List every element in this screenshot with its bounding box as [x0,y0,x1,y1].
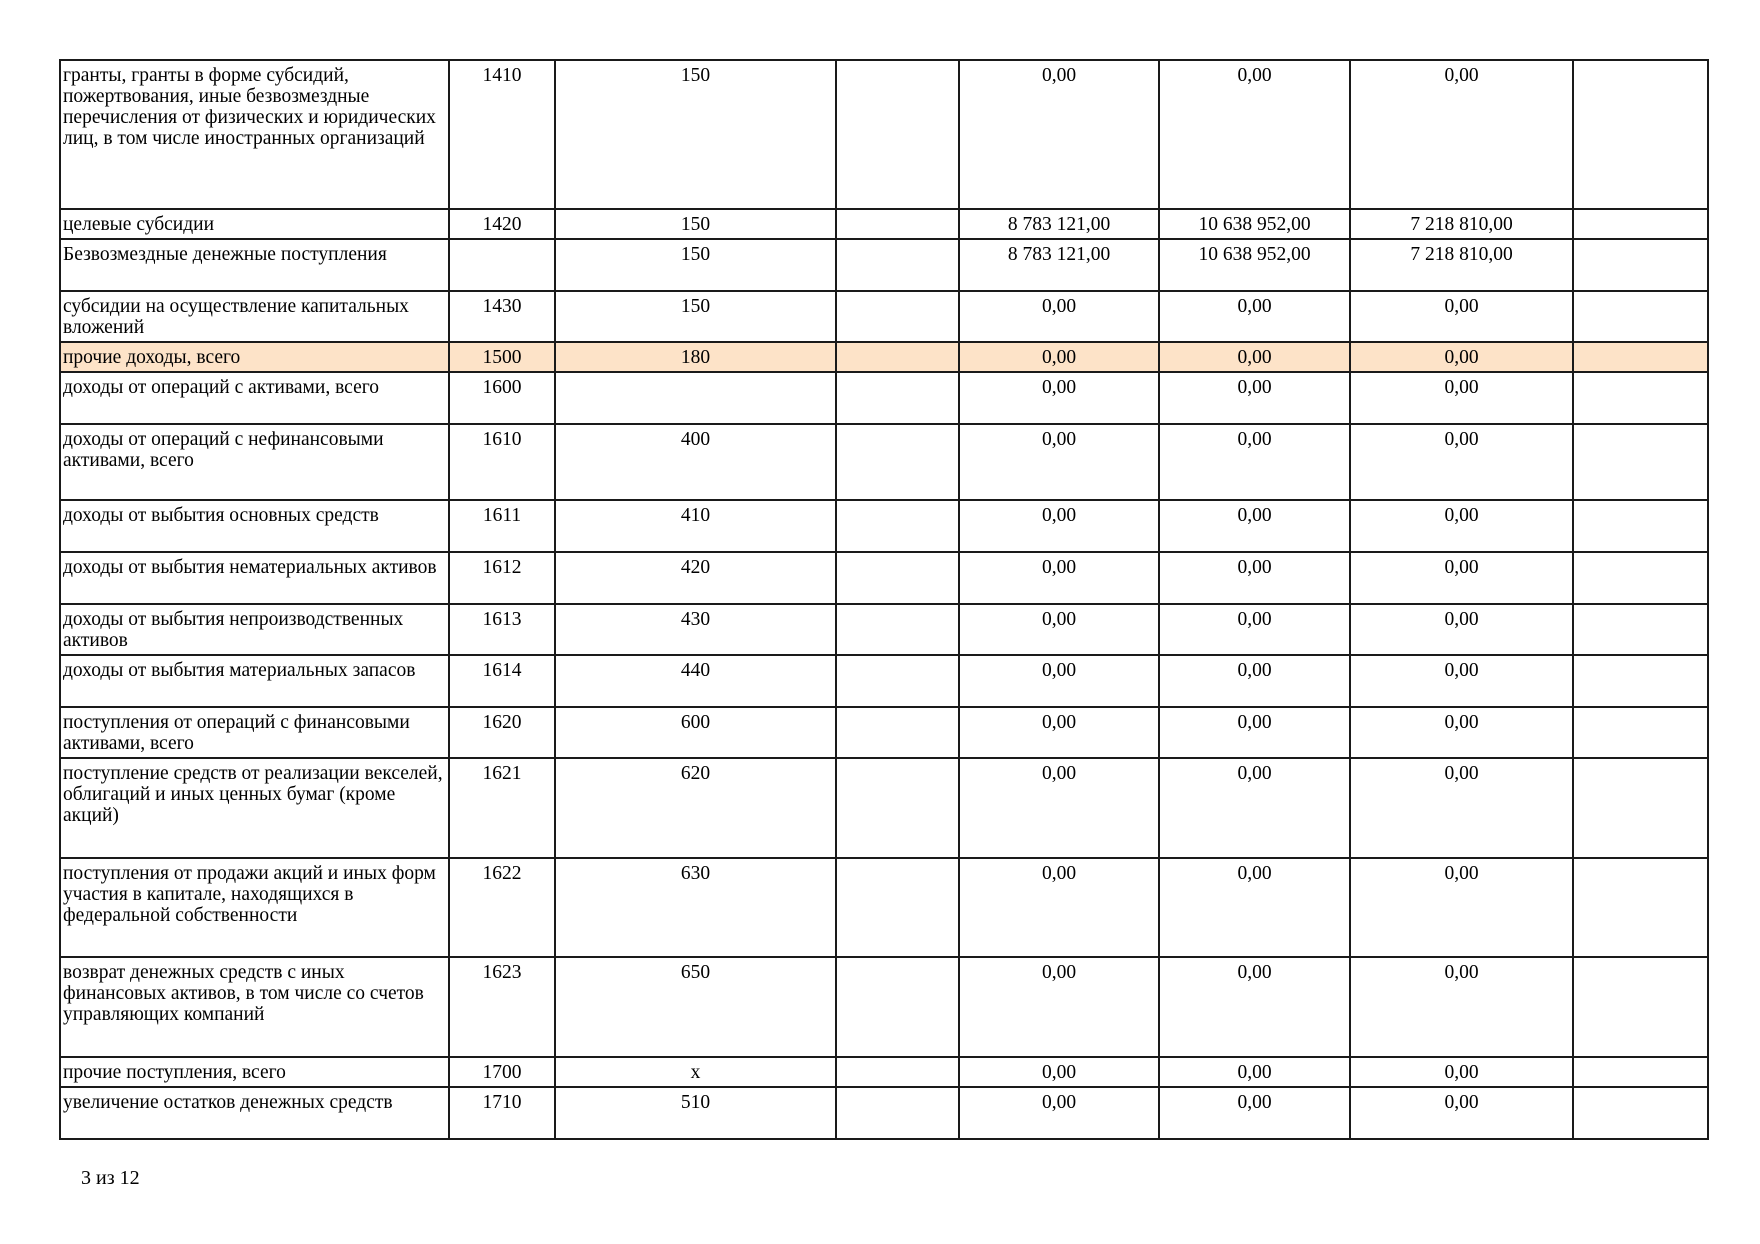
row-col4 [836,707,959,758]
row-kbk: 410 [555,500,836,552]
row-code: 1700 [449,1057,555,1087]
row-col4 [836,500,959,552]
row-value-3: 0,00 [1350,60,1573,209]
row-value-2: 0,00 [1159,424,1350,500]
row-value-3: 0,00 [1350,655,1573,707]
row-col8 [1573,758,1708,858]
row-col8 [1573,1057,1708,1087]
row-kbk: 630 [555,858,836,957]
table-row [60,858,1708,957]
row-value-2: 0,00 [1159,552,1350,604]
row-value-3: 7 218 810,00 [1350,239,1573,291]
row-value-2: 0,00 [1159,758,1350,858]
row-value-1: 0,00 [959,707,1159,758]
row-kbk [555,372,836,424]
row-col4 [836,604,959,655]
row-value-3: 0,00 [1350,500,1573,552]
row-col4 [836,209,959,239]
row-col4 [836,552,959,604]
row-value-1: 8 783 121,00 [959,209,1159,239]
row-kbk: 650 [555,957,836,1057]
row-kbk: 440 [555,655,836,707]
row-value-3: 0,00 [1350,758,1573,858]
row-col8 [1573,239,1708,291]
row-kbk: 600 [555,707,836,758]
row-value-3: 0,00 [1350,342,1573,372]
row-value-1: 8 783 121,00 [959,239,1159,291]
row-code: 1613 [449,604,555,655]
row-value-1: 0,00 [959,655,1159,707]
income-table [59,59,1709,1140]
row-value-3: 0,00 [1350,957,1573,1057]
table-row [60,209,1708,239]
row-col8 [1573,957,1708,1057]
row-col4 [836,1087,959,1139]
row-value-1: 0,00 [959,604,1159,655]
table-row [60,239,1708,291]
row-col8 [1573,60,1708,209]
row-value-1: 0,00 [959,342,1159,372]
row-code: 1610 [449,424,555,500]
row-name: увеличение остатков денежных средств [60,1087,449,1139]
row-col8 [1573,858,1708,957]
row-name: доходы от выбытия непроизводственных активов [60,604,449,655]
row-col8 [1573,707,1708,758]
row-value-2: 0,00 [1159,342,1350,372]
row-value-3: 0,00 [1350,1087,1573,1139]
table-row [60,552,1708,604]
row-value-3: 7 218 810,00 [1350,209,1573,239]
row-value-3: 0,00 [1350,707,1573,758]
row-col4 [836,957,959,1057]
row-value-2: 10 638 952,00 [1159,209,1350,239]
row-name: поступления от продажи акций и иных форм участия в капитале, находящихся в федеральной собственности [60,858,449,957]
row-code [449,239,555,291]
row-kbk: 150 [555,209,836,239]
table-row [60,60,1708,209]
row-value-2: 10 638 952,00 [1159,239,1350,291]
row-code: 1614 [449,655,555,707]
row-col8 [1573,291,1708,342]
row-name: возврат денежных средств с иных финансовых активов, в том числе со счетов управляющих компаний [60,957,449,1057]
row-code: 1612 [449,552,555,604]
row-value-3: 0,00 [1350,1057,1573,1087]
table-row [60,1087,1708,1139]
row-name: доходы от выбытия нематериальных активов [60,552,449,604]
row-col8 [1573,424,1708,500]
row-name: Безвозмездные денежные поступления [60,239,449,291]
row-col8 [1573,604,1708,655]
row-name: доходы от выбытия материальных запасов [60,655,449,707]
row-value-1: 0,00 [959,1057,1159,1087]
table-row [60,1057,1708,1087]
row-kbk: 150 [555,239,836,291]
row-col8 [1573,500,1708,552]
row-value-2: 0,00 [1159,604,1350,655]
row-code: 1600 [449,372,555,424]
row-value-2: 0,00 [1159,60,1350,209]
row-col4 [836,239,959,291]
row-kbk: 180 [555,342,836,372]
row-value-1: 0,00 [959,1087,1159,1139]
row-code: 1622 [449,858,555,957]
row-kbk: 150 [555,60,836,209]
row-code: 1420 [449,209,555,239]
table-row [60,604,1708,655]
row-value-2: 0,00 [1159,291,1350,342]
row-value-1: 0,00 [959,372,1159,424]
row-name: доходы от операций с нефинансовыми активами, всего [60,424,449,500]
row-col4 [836,758,959,858]
table-row [60,291,1708,342]
row-kbk: 510 [555,1087,836,1139]
row-code: 1621 [449,758,555,858]
row-value-2: 0,00 [1159,1087,1350,1139]
row-value-2: 0,00 [1159,500,1350,552]
row-value-1: 0,00 [959,424,1159,500]
row-col4 [836,858,959,957]
row-value-1: 0,00 [959,291,1159,342]
row-col4 [836,655,959,707]
row-value-2: 0,00 [1159,858,1350,957]
row-kbk: 620 [555,758,836,858]
table-row [60,758,1708,858]
row-value-3: 0,00 [1350,424,1573,500]
row-name: целевые субсидии [60,209,449,239]
row-value-1: 0,00 [959,858,1159,957]
row-kbk: 150 [555,291,836,342]
row-col4 [836,342,959,372]
table-row [60,424,1708,500]
row-code: 1710 [449,1087,555,1139]
row-col8 [1573,655,1708,707]
row-value-2: 0,00 [1159,957,1350,1057]
row-kbk: x [555,1057,836,1087]
table-row [60,500,1708,552]
row-code: 1410 [449,60,555,209]
row-name: доходы от выбытия основных средств [60,500,449,552]
page-number: 3 из 12 [81,1167,140,1189]
row-name: субсидии на осуществление капитальных вложений [60,291,449,342]
row-kbk: 430 [555,604,836,655]
row-col8 [1573,1087,1708,1139]
row-value-1: 0,00 [959,500,1159,552]
row-col8 [1573,209,1708,239]
row-col8 [1573,342,1708,372]
row-col4 [836,372,959,424]
row-value-1: 0,00 [959,758,1159,858]
row-col4 [836,1057,959,1087]
row-name: гранты, гранты в форме субсидий, пожертвования, иные безвозмездные перечисления от физических и юридических лиц, в том числе иностранных организаций [60,60,449,209]
row-kbk: 400 [555,424,836,500]
row-col4 [836,424,959,500]
row-value-1: 0,00 [959,957,1159,1057]
row-value-3: 0,00 [1350,552,1573,604]
table-row-highlighted [60,342,1708,372]
row-code: 1620 [449,707,555,758]
table-row [60,655,1708,707]
row-name: прочие доходы, всего [60,342,449,372]
row-col4 [836,60,959,209]
row-value-1: 0,00 [959,60,1159,209]
row-code: 1611 [449,500,555,552]
table-row [60,707,1708,758]
row-value-3: 0,00 [1350,372,1573,424]
row-name: доходы от операций с активами, всего [60,372,449,424]
table-row [60,957,1708,1057]
row-code: 1500 [449,342,555,372]
table-row [60,372,1708,424]
row-col4 [836,291,959,342]
row-name: поступление средств от реализации векселей, облигаций и иных ценных бумаг (кроме акций) [60,758,449,858]
row-kbk: 420 [555,552,836,604]
row-value-2: 0,00 [1159,372,1350,424]
row-col8 [1573,552,1708,604]
row-value-1: 0,00 [959,552,1159,604]
row-value-3: 0,00 [1350,604,1573,655]
row-code: 1623 [449,957,555,1057]
row-code: 1430 [449,291,555,342]
row-value-2: 0,00 [1159,655,1350,707]
row-name: поступления от операций с финансовыми активами, всего [60,707,449,758]
row-name: прочие поступления, всего [60,1057,449,1087]
row-value-3: 0,00 [1350,291,1573,342]
row-value-3: 0,00 [1350,858,1573,957]
row-value-2: 0,00 [1159,1057,1350,1087]
row-value-2: 0,00 [1159,707,1350,758]
row-col8 [1573,372,1708,424]
